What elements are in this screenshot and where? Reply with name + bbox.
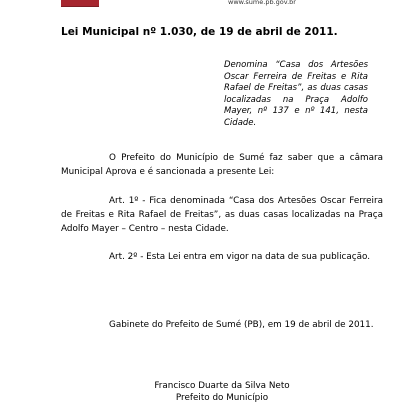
site-url: www.sume.pb.gov.br bbox=[228, 0, 296, 6]
preamble-paragraph bbox=[61, 151, 383, 179]
signature-block bbox=[61, 381, 383, 404]
header-logo bbox=[61, 0, 99, 7]
article-2-text: Art. 2º - Esta Lei entra em vigor na data de sua publicação. bbox=[109, 252, 371, 262]
article-1-paragraph bbox=[61, 194, 383, 236]
closing-paragraph bbox=[61, 318, 383, 332]
closing-text: Gabinete do Prefeito de Sumé (PB), em 19 de abril de 2011. bbox=[109, 320, 374, 330]
law-title: Lei Municipal nº 1.030, de 19 de abril de 2011. bbox=[61, 26, 338, 38]
signatory-name: Francisco Duarte da Silva Neto bbox=[154, 381, 290, 391]
signatory-role: Prefeito do Município bbox=[175, 392, 269, 403]
article-1-text: Art. 1º - Fica denominada “Casa dos Artesões Oscar Ferreira de Freitas e Rita Rafael de Freitas”, as duas casas localizadas na Praça Adolfo Mayer – Centro – nesta Cidade. bbox=[61, 196, 383, 234]
preamble-text: O Prefeito do Município de Sumé faz saber que a câmara Municipal Aprova e é sancionada a presente Lei: bbox=[61, 153, 383, 177]
article-2-paragraph bbox=[61, 250, 383, 264]
law-ementa: Denomina “Casa dos Artesões Oscar Ferreira de Freitas e Rita Rafael de Freitas”, as duas casas localizadas na Praça Adolfo Mayer, nº 137 e nº 141, nesta Cidade. bbox=[224, 60, 368, 128]
